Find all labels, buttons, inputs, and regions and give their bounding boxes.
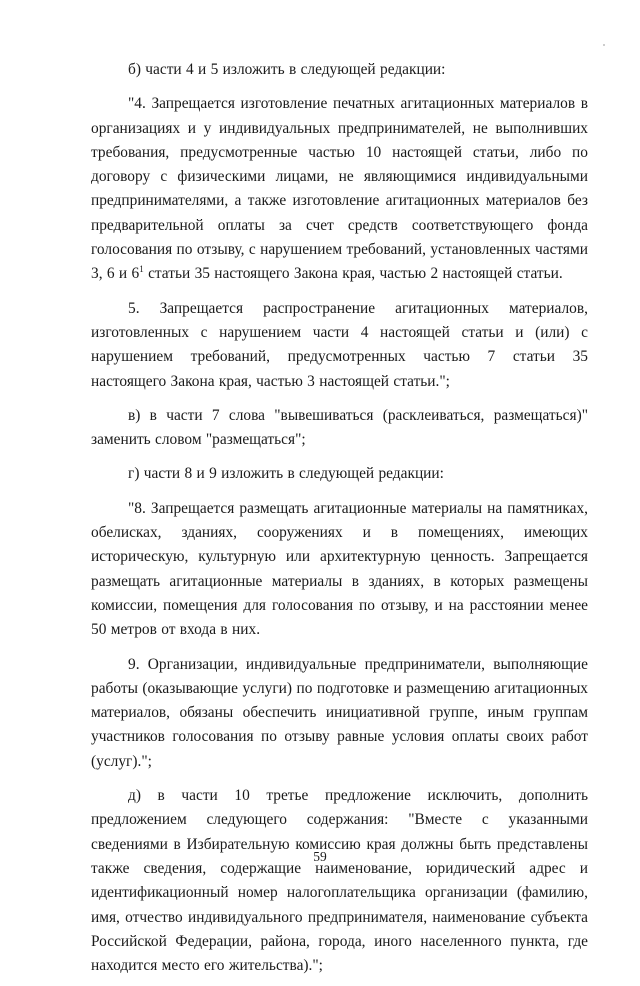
superscript-index: 1: [139, 264, 144, 275]
paragraph-part-4: [91, 92, 588, 286]
scan-speck: [603, 44, 605, 46]
paragraph-part-5: 5. Запрещается распространение агитационных материалов, изготовленных с нарушением части 4 настоящей статьи и (или) с нарушением требований, предусмотренных частью 7 статьи 35 настоящего Закона края, частью 3 настоящей статьи.";: [91, 299, 588, 390]
paragraph-v: в) в части 7 слова "вывешиваться (расклеиваться, размещаться)" заменить словом "размещаться";: [91, 406, 588, 449]
paragraph-part-9: 9. Организации, индивидуальные предприниматели, выполняющие работы (оказывающие услуги) по подготовке и размещению агитационных материалов, обязаны обеспечить инициативной группе, иным группам участников голосования по отзыву равные условия оплаты своих работ (услуг).";: [91, 655, 588, 770]
document-body: [91, 58, 588, 986]
paragraph-d: д) в части 10 третье предложение исключить, дополнить предложением следующего содержания: "Вместе с указанными сведениями в Избирательную комиссию края должны быть представлены также сведения, содержащие наименование, юридический адрес и идентификационный номер налогоплательщика организации (фамилию, имя, отчество индивидуального предпринимателя, наименование субъекта Российской Федерации, района, города, иного населенного пункта, где находится место его жительства).";: [91, 787, 588, 975]
paragraph-b-intro: б) части 4 и 5 изложить в следующей редакции:: [128, 61, 446, 78]
paragraph-part-4-tail: статьи 35 настоящего Закона края, частью 2 настоящей статьи.: [143, 265, 563, 283]
paragraph-part-4-text: "4. Запрещается изготовление печатных агитационных материалов в организациях и у индивидуальных предпринимателей, не выполнивших требования, предусмотренные частью 10 настоящей статьи, либо по договору с физическими лицами, не являющимися индивидуальными предпринимателями, а также изготовление агитационных материалов без предварительной оплаты за счет средств соответствующего фонда голосования по отзыву, с нарушением требований, установленных частями 3, 6 и 6: [91, 95, 588, 283]
paragraph-g-intro: г) части 8 и 9 изложить в следующей редакции:: [128, 465, 444, 483]
paragraph-part-8: "8. Запрещается размещать агитационные материалы на памятниках, обелисках, зданиях, сооружениях и в помещениях, имеющих историческую, культурную или архитектурную ценность. Запрещается размещать агитационные материалы в зданиях, в которых размещены комиссии, помещения для голосования по отзыву, и на расстоянии менее 50 метров от входа в них.: [91, 499, 588, 639]
page-number: 59: [313, 849, 327, 864]
